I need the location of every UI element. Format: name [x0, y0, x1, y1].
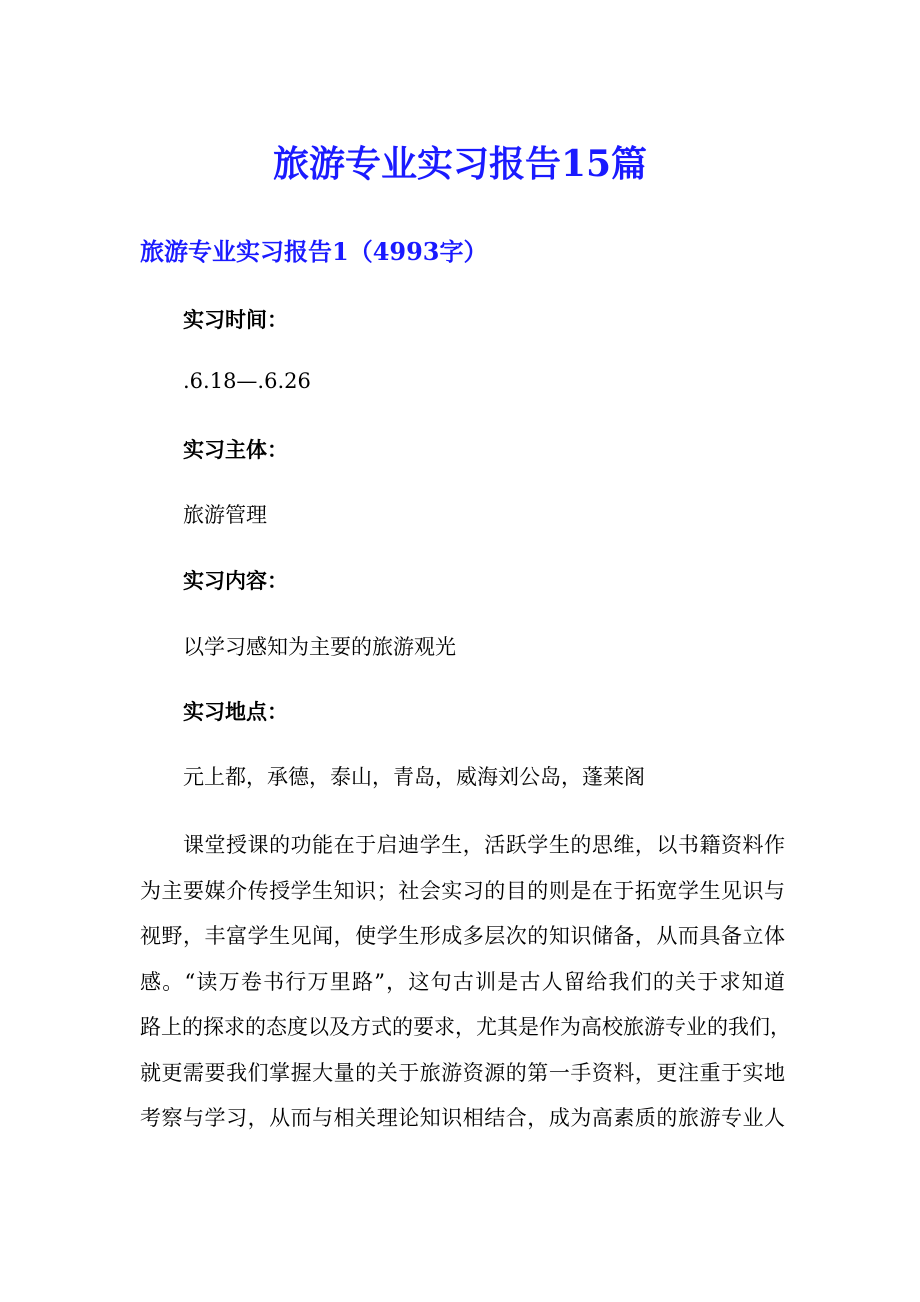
section-heading: 旅游专业实习报告1（4993字） — [140, 237, 488, 266]
field-value-content: 以学习感知为主要的旅游观光 — [183, 635, 456, 659]
body-line: 感。“读万卷书行万里路”，这句古训是古人留给我们的关于求知道 — [140, 969, 785, 994]
field-value-time: .6.18—.6.26 — [183, 369, 311, 393]
body-line: 课堂授课的功能在于启迪学生，活跃学生的思维，以书籍资料作 — [183, 833, 785, 857]
field-value-subject: 旅游管理 — [183, 503, 267, 527]
body-line: 就更需要我们掌握大量的关于旅游资源的第一手资料，更注重于实地 — [140, 1060, 785, 1085]
field-label-time: 实习时间： — [183, 307, 288, 332]
body-line: 为主要媒介传授学生知识；社会实习的目的则是在于拓宽学生见识与 — [140, 878, 785, 903]
field-label-location: 实习地点： — [183, 699, 288, 724]
field-label-content: 实习内容： — [183, 568, 288, 593]
body-line: 视野，丰富学生见闻，使学生形成多层次的知识储备，从而具备立体 — [140, 924, 785, 948]
field-label-subject: 实习主体： — [183, 437, 288, 462]
document-title: 旅游专业实习报告15篇 — [272, 143, 648, 185]
body-line: 考察与学习，从而与相关理论知识相结合，成为高素质的旅游专业人 — [140, 1106, 785, 1130]
body-paragraph — [140, 823, 791, 1142]
body-line: 路上的探求的态度以及方式的要求，尤其是作为高校旅游专业的我们， — [140, 1015, 791, 1039]
field-value-location: 元上都，承德，泰山，青岛，威海刘公岛，蓬莱阁 — [183, 765, 645, 789]
